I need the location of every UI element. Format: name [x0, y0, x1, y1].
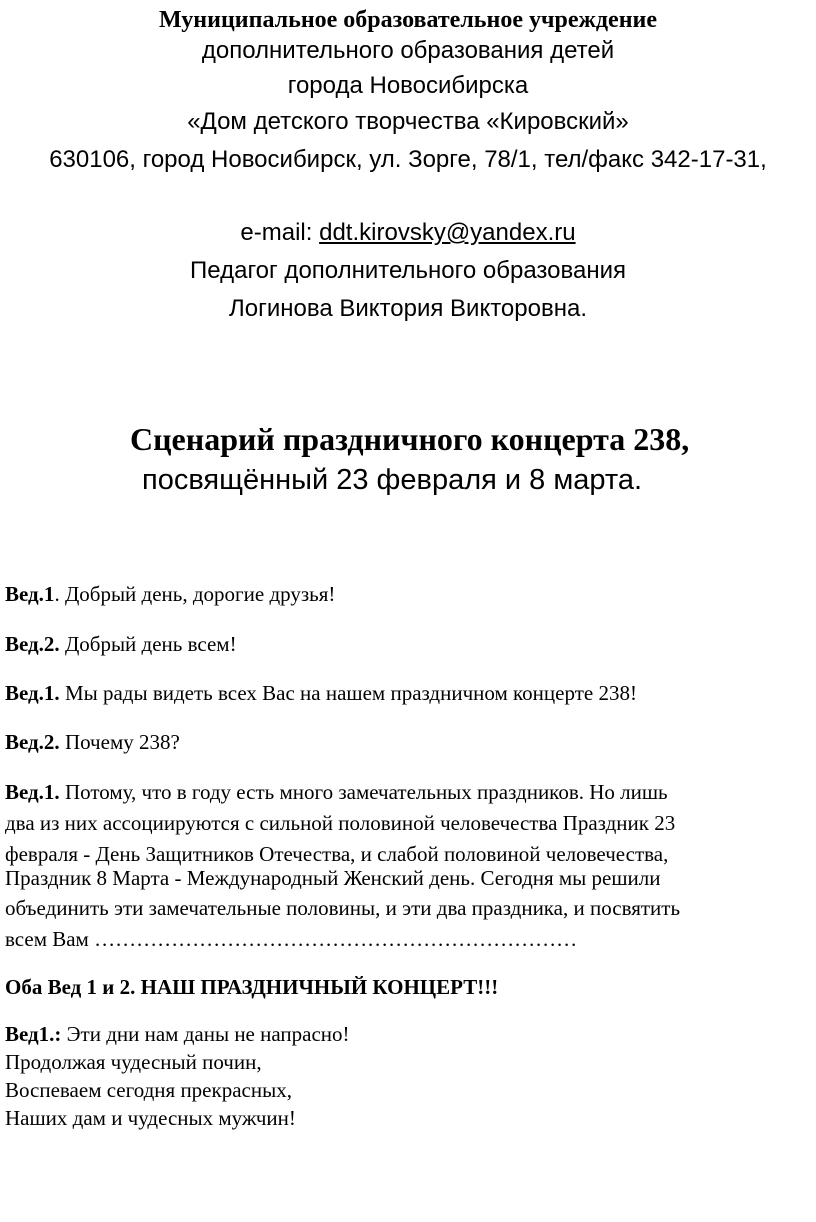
document-title: Сценарий праздничного концерта 238, [130, 421, 690, 457]
speech-text: Добрый день всем! [59, 632, 237, 656]
email-line [0, 219, 816, 247]
email-link[interactable]: ddt.kirovsky@yandex.ru [319, 219, 576, 246]
poem-line: Продолжая чудесный почин, [5, 1050, 262, 1074]
script-line [5, 581, 335, 607]
org-name-line4: «Дом детского творчества «Кировский» [187, 108, 629, 135]
speech-text: . Добрый день, дорогие друзья! [54, 582, 336, 606]
speech-text: Потому, что в году есть много замечательных праздников. Но лишь [59, 780, 668, 804]
speech-text: два из них ассоциируются с сильной половиной человечества Праздник 23 [5, 811, 676, 835]
script-line [5, 680, 637, 706]
org-name-line3: города Новосибирска [287, 72, 529, 99]
both-hosts-line: Оба Вед 1 и 2. НАШ ПРАЗДНИЧНЫЙ КОНЦЕРТ!!! [5, 975, 499, 999]
org-address: 630106, город Новосибирск, ул. Зорге, 78/1, тел/факс 342-17-31, [49, 146, 767, 173]
speech-text: Мы рады видеть всех Вас на нашем праздничном концерте 238! [59, 681, 637, 705]
speaker-label: Вед.2. [5, 730, 60, 754]
speech-text: Почему 238? [59, 730, 180, 754]
script-line [5, 729, 180, 755]
speech-text: февраля - День Защитников Отечества, и слабой половиной человечества, [5, 842, 669, 866]
org-name-line2: дополнительного образования детей [201, 37, 615, 64]
speaker-label: Вед.2. [5, 632, 60, 656]
email-label: e-mail: [240, 219, 320, 246]
speaker-label: Вед.1. [5, 681, 60, 705]
author-role: Педагог дополнительного образования [190, 257, 626, 284]
speaker-label: Вед.1 [5, 582, 55, 606]
document-subtitle: посвящённый 23 февраля и 8 марта. [142, 464, 643, 496]
script-line [5, 779, 668, 805]
org-name-line1: Муниципальное образовательное учреждение [158, 7, 658, 33]
speaker-label: Вед1.: [5, 1022, 62, 1046]
script-line [5, 1021, 350, 1047]
poem-line: Наших дам и чудесных мужчин! [5, 1106, 296, 1130]
speaker-label: Вед.1. [5, 780, 60, 804]
poem-line: Воспеваем сегодня прекрасных, [5, 1078, 292, 1102]
speech-text: Эти дни нам даны не напрасно! [61, 1022, 350, 1046]
speech-text: объединить эти замечательные половины, и эти два праздника, и посвятить [5, 896, 681, 920]
speech-text: всем Вам …………………………………………………………… [5, 927, 578, 951]
speech-text: Праздник 8 Марта - Международный Женский день. Сегодня мы решили [5, 866, 661, 890]
script-line [5, 631, 237, 657]
author-name: Логинова Виктория Викторовна. [229, 295, 587, 322]
